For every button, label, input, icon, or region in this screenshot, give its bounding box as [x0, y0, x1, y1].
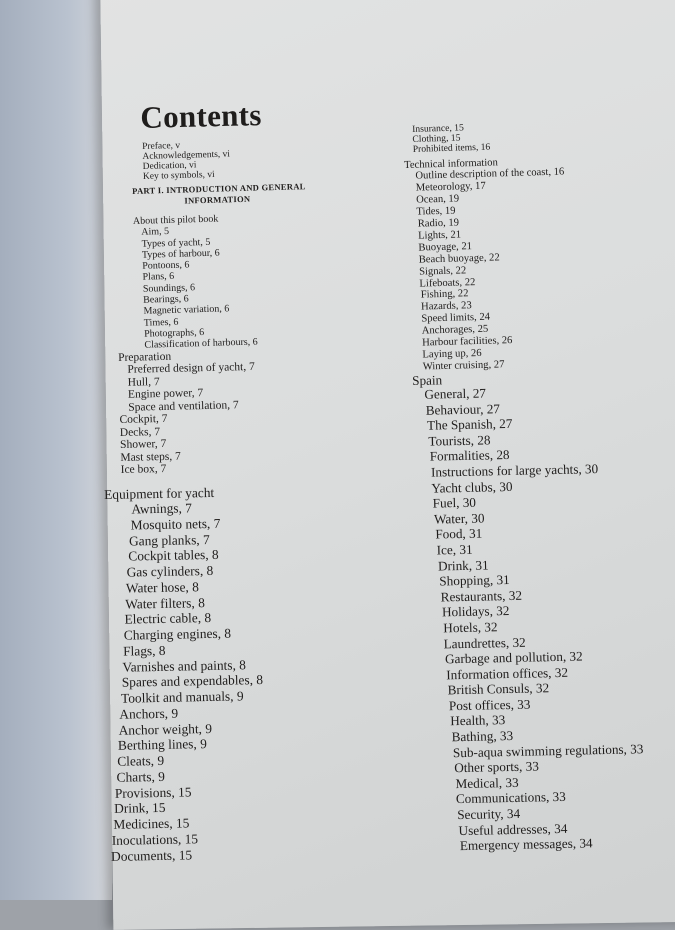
section-heading: Equipment for yacht [103, 484, 215, 502]
toc-entry: Shopping, 31 [439, 572, 510, 589]
toc-entry: Cleats, 9 [117, 752, 165, 769]
toc-entry: General, 27 [424, 385, 487, 402]
toc-entry: Mast steps, 7 [120, 450, 181, 464]
toc-entry: Anchorages, 25 [421, 323, 489, 337]
section-heading: Spain [411, 372, 443, 388]
toc-entry: Hotels, 32 [443, 619, 498, 636]
toc-entry: Space and ventilation, 7 [128, 399, 239, 414]
toc-entry: Tourists, 28 [428, 432, 491, 449]
toc-entry: Provisions, 15 [114, 783, 192, 801]
toc-entry: Post offices, 33 [448, 696, 531, 714]
toc-entry: Cockpit tables, 8 [128, 547, 219, 564]
part-heading: INFORMATION [184, 193, 251, 206]
toc-entry: Instructions for large yachts, 30 [430, 461, 599, 480]
equipment-list [104, 485, 267, 864]
toc-entry: Electric cable, 8 [124, 610, 212, 627]
toc-entry: Gang planks, 7 [128, 531, 210, 549]
toc-entry: Speed limits, 24 [421, 311, 491, 325]
toc-entry: Spares and expendables, 8 [121, 672, 264, 690]
toc-entry: Flags, 8 [122, 642, 166, 659]
toc-entry: Anchor weight, 9 [118, 720, 213, 738]
toc-entry: Toolkit and manuals, 9 [120, 688, 244, 706]
toc-entry: Signals, 22 [418, 264, 467, 278]
toc-entry: Types of yacht, 5 [141, 236, 211, 250]
toc-entry: Emergency messages, 34 [459, 835, 593, 854]
toc-entry: Ocean, 19 [415, 193, 460, 206]
toc-entry: Gas cylinders, 8 [126, 562, 214, 580]
toc-entry: Prohibited items, 16 [412, 141, 491, 156]
toc-entry: Varnishes and paints, 8 [122, 656, 247, 675]
toc-entry: Health, 33 [450, 712, 506, 729]
toc-entry: Soundings, 6 [142, 281, 196, 295]
toc-entry: Lifeboats, 22 [419, 276, 476, 290]
toc-entry: Water, 30 [433, 510, 485, 527]
toc-entry: Outline description of the coast, 16 [415, 166, 565, 183]
front-matter-list [142, 140, 231, 182]
toc-entry: Meteorology, 17 [415, 181, 486, 194]
toc-entry: Food, 31 [435, 525, 483, 542]
toc-entry: Preface, v [142, 140, 181, 152]
toc-entry: Yacht clubs, 30 [431, 478, 513, 496]
toc-entry: Medical, 33 [455, 774, 519, 792]
toc-entry: Key to symbols, vi [142, 169, 215, 182]
toc-entry: Bearings, 6 [143, 293, 189, 306]
page-title: Contents [140, 97, 263, 135]
toc-entry: Winter cruising, 27 [422, 359, 505, 373]
toc-entry: Decks, 7 [119, 425, 161, 439]
toc-entry: Behaviour, 27 [425, 400, 501, 418]
toc-entry: Drink, 15 [114, 800, 166, 817]
toc-entry: Types of harbour, 6 [141, 247, 220, 261]
toc-entry: Laundrettes, 32 [443, 634, 526, 651]
toc-entry: Cockpit, 7 [119, 413, 168, 427]
part-heading: PART I. INTRODUCTION AND GENERAL [132, 181, 306, 196]
toc-entry: Communications, 33 [455, 789, 566, 807]
preparation-list [118, 349, 257, 477]
toc-entry: Water filters, 8 [125, 594, 205, 612]
toc-entry: Dedication, vi [142, 160, 197, 172]
toc-entry: Drink, 31 [437, 556, 489, 574]
toc-entry: Garbage and pollution, 32 [444, 648, 583, 667]
toc-entry: Radio, 19 [417, 217, 460, 230]
part-one-list [132, 181, 310, 351]
toc-entry: Clothing, 15 [412, 132, 461, 146]
toc-entry: Restaurants, 32 [440, 587, 523, 605]
toc-entry: Laying up, 26 [422, 347, 482, 361]
section-heading: Preparation [118, 350, 172, 364]
toc-entry: Ice box, 7 [120, 463, 167, 477]
toc-entry: Aim, 5 [141, 226, 170, 238]
toc-entry: Other sports, 33 [454, 758, 540, 776]
toc-entry: Plans, 6 [142, 271, 175, 284]
toc-entry: The Spanish, 27 [426, 416, 513, 433]
toc-entry: Bathing, 33 [451, 728, 514, 745]
toc-entry: Anchors, 9 [119, 705, 179, 722]
toc-entry: Classification of harbours, 6 [144, 336, 258, 351]
toc-entry: Photographs, 6 [143, 326, 205, 340]
toc-entry: Mosquito nets, 7 [130, 515, 221, 533]
section-heading: Technical information [404, 157, 498, 171]
toc-entry: Documents, 15 [110, 846, 193, 864]
toc-entry: Shower, 7 [119, 438, 167, 452]
toc-entry: Hull, 7 [127, 375, 160, 389]
toc-entry: Inoculations, 15 [111, 831, 199, 848]
toc-entry: Beach buoyage, 22 [418, 252, 500, 266]
toc-entry: Charts, 9 [116, 768, 166, 785]
toc-entry: Buoyage, 21 [418, 240, 473, 254]
toc-entry: Magnetic variation, 6 [143, 303, 230, 318]
toc-entry: Fuel, 30 [432, 494, 477, 511]
toc-entry: Sub-aqua swimming regulations, 33 [452, 740, 644, 760]
toc-entry: Times, 6 [143, 316, 179, 329]
toc-entry: Harbour facilities, 26 [421, 335, 513, 349]
toc-entry: Pontoons, 6 [142, 259, 190, 272]
toc-entry: Berthing lines, 9 [117, 736, 207, 754]
toc-entry: Lights, 21 [417, 229, 462, 242]
toc-entry: Ice, 31 [436, 541, 473, 558]
toc-entry: Engine power, 7 [127, 387, 204, 402]
toc-entry: Insurance, 15 [411, 122, 464, 135]
toc-entry: Preferred design of yacht, 7 [127, 361, 255, 377]
toc-entry: Water hose, 8 [125, 578, 199, 596]
spain-list [412, 369, 645, 854]
toc-entry: Tides, 19 [416, 205, 456, 218]
toc-entry: Holidays, 32 [441, 603, 510, 620]
toc-entry: Formalities, 28 [429, 447, 510, 465]
section-heading: About this pilot book [132, 213, 219, 227]
technical-list [404, 156, 570, 374]
right-top-list [412, 123, 490, 156]
toc-entry: Hazards, 23 [420, 300, 472, 313]
toc-entry: Information offices, 32 [446, 664, 569, 683]
toc-entry: Awnings, 7 [131, 500, 193, 517]
toc-entry: Security, 34 [457, 805, 521, 823]
toc-entry: Acknowledgements, vi [142, 149, 231, 162]
toc-entry: Medicines, 15 [113, 815, 190, 832]
toc-entry: British Consuls, 32 [447, 680, 550, 698]
toc-entry: Fishing, 22 [420, 288, 469, 302]
toc-entry: Charging engines, 8 [123, 625, 232, 643]
toc-entry: Useful addresses, 34 [458, 820, 568, 838]
